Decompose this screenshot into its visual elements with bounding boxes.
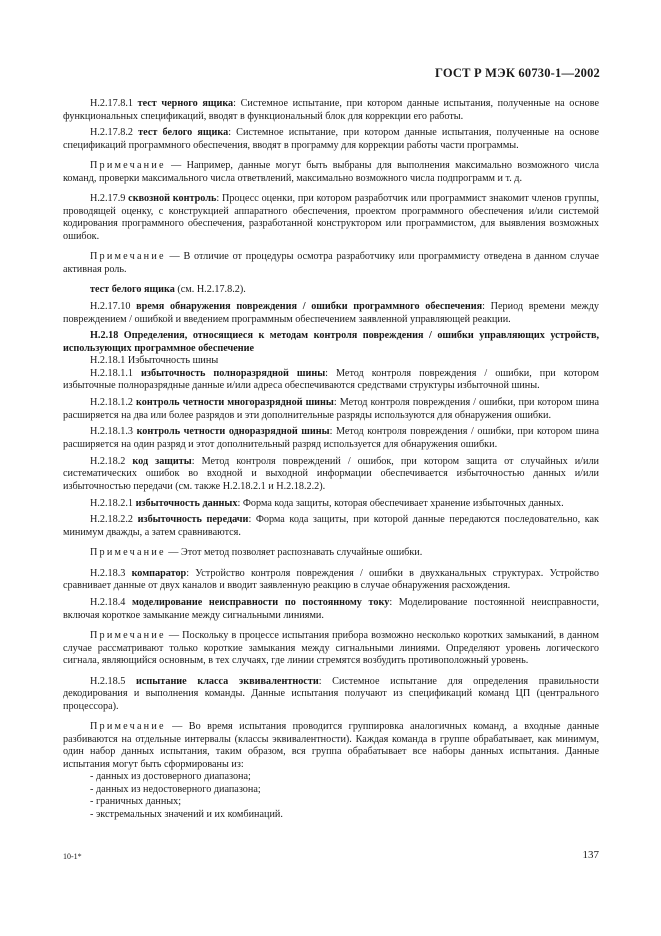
term: тест белого ящика xyxy=(138,127,229,139)
note: Примечание — Этот метод позволяет распознавать случайные ошибки. xyxy=(90,547,423,559)
data-list xyxy=(63,771,599,821)
paragraph: Н.2.18.5 испытание класса эквивалентности: Системное испытание для определения правильности декодирования и выполнения команды. Данные испытания получают из спецификаций команд ЦП (центрального процессора). xyxy=(63,675,599,712)
paragraph: Н.2.17.10 время обнаружения повреждения / ошибки программного обеспечения: Период времени между повреждением / ошибкой и введением программным обеспечением заявленной управляющей реакции. xyxy=(63,301,600,325)
document-header: ГОСТ Р МЭК 60730-1—2002 xyxy=(435,66,600,80)
term: избыточность передачи xyxy=(137,514,249,526)
paragraph: тест белого ящика (см. Н.2.17.8.2). xyxy=(90,284,246,296)
note: Примечание — Поскольку в процессе испытания прибора возможно несколько коротких замыканий, в данном случае рассматривают только короткие замыкания между сигнальными линиями. Определяют уровень логического сигнала, являющийся основным, в тех случаях, где линии стремятся возбудить противоположный уровень. xyxy=(63,630,599,667)
paragraph: Н.2.18.3 компаратор: Устройство контроля повреждения / ошибки в двухканальных структурах. Устройство сравнивает данные от двух каналов и вводит заявленную реакцию в случае обнаружения расхождения. xyxy=(63,567,599,592)
note: Примечание — Во время испытания проводится группировка аналогичных команд, а входные данные разбиваются на отдельные интервалы (классы эквивалентности). Каждая команда в группе обрабатывает, как минимум, один набор данных испытания, таким образом, вся группа обрабатывает все наборы данных испытания. Данные испытания могут быть сформированы из: xyxy=(63,721,599,770)
term: контроль четности многоразрядной шины xyxy=(136,397,334,409)
term: тест белого ящика xyxy=(90,284,175,296)
term: компаратор xyxy=(131,567,187,579)
note: Примечание — Например, данные могут быть выбраны для выполнения максимально возможного числа команд, проверки максимального числа ответвлений, максимально возможного числа подпрограмм и т. д. xyxy=(63,160,599,184)
paragraph: Н.2.18.1 Избыточность шины xyxy=(90,355,219,367)
footer-mark: 10-1* xyxy=(63,852,82,861)
term: моделирование неисправности по постоянному току xyxy=(132,597,390,609)
paragraph: Н.2.18.1.1 избыточность полноразрядной шины: Метод контроля повреждения / ошибки, при котором избыточные полноразрядные данные и/или адреса обеспечиваются средствами структуры избыточной шины. xyxy=(63,367,599,392)
term: сквозной контроль xyxy=(128,193,217,205)
list-item: - данных из недостоверного диапазона; xyxy=(90,783,261,795)
paragraph: Н.2.18.4 моделирование неисправности по постоянному току: Моделирование постоянной неисправности, включая короткое замыкание между сигнальными линиями. xyxy=(63,597,600,621)
paragraph: Н.2.17.9 сквозной контроль: Процесс оценки, при котором разработчик или программист знакомит членов группы, проводящей оценку, с конструкцией аппаратного обеспечения, проектом программного обеспечения и/или системой кодирования программного обеспечения, разработанной конструктором или программистом, для выявления возможных ошибок. xyxy=(63,193,599,242)
section-heading: Н.2.18 Определения, относящиеся к методам контроля повреждения / ошибки управляющих устройств, использующих программное обеспечение xyxy=(63,330,599,354)
term: избыточность данных xyxy=(135,497,238,509)
term: испытание класса эквивалентности xyxy=(136,675,319,687)
list-item: - данных из достоверного диапазона; xyxy=(90,771,251,783)
paragraph: Н.2.17.8.2 тест белого ящика: Системное испытание, при котором данные испытания, полученные на основе спецификаций программного обеспечения, вводят в программу для коррекции работы части программы. xyxy=(63,127,599,151)
paragraph: Н.2.18.1.3 контроль четности одноразрядной шины: Метод контроля повреждения / ошибки, при котором шина расширяется на один разряд и этот дополнительный разряд используется для обнаружения ошибки. xyxy=(63,426,600,450)
list-item: - экстремальных значений и их комбинаций. xyxy=(90,808,283,820)
paragraph: Н.2.18.1.2 контроль четности многоразрядной шины: Метод контроля повреждения / ошибки, при котором шина расширяется на два или более разрядов и эти дополнительные разряды используются для обнаружения ошибки. xyxy=(63,397,600,421)
term: код защиты xyxy=(132,455,192,467)
note: Примечание — В отличие от процедуры осмотра разработчику или программисту отведена в данном случае активная роль. xyxy=(63,251,599,275)
paragraph: Н.2.18.2.2 избыточность передачи: Форма кода защиты, при которой данные передаются последовательно, как минимум дважды, а затем сравниваются. xyxy=(63,514,600,538)
paragraph: Н.2.18.2 код защиты: Метод контроля повреждений / ошибок, при котором защита от случайных и/или систематических ошибок во входной и выходной информации обеспечивается избыточностью данных и/или избыточностью передачи (см. также Н.2.18.2.1 и Н.2.18.2.2). xyxy=(63,455,599,492)
paragraph: Н.2.17.8.1 тест черного ящика: Системное испытание, при котором данные испытания, полученные на основе функциональных спецификаций, вводят в функциональный блок для коррекции его работы. xyxy=(63,98,599,122)
term: время обнаружения повреждения / ошибки программного обеспечения xyxy=(136,301,483,313)
page-number: 137 xyxy=(582,849,599,861)
list-item: - граничных данных; xyxy=(90,796,182,808)
term: контроль четности одноразрядной шины xyxy=(136,426,330,438)
page-body xyxy=(63,98,599,821)
paragraph: Н.2.18.2.1 избыточность данных: Форма кода защиты, которая обеспечивает хранение избыточных данных. xyxy=(90,497,564,509)
term: тест черного ящика xyxy=(137,98,234,109)
term: избыточность полноразрядной шины xyxy=(141,367,326,379)
